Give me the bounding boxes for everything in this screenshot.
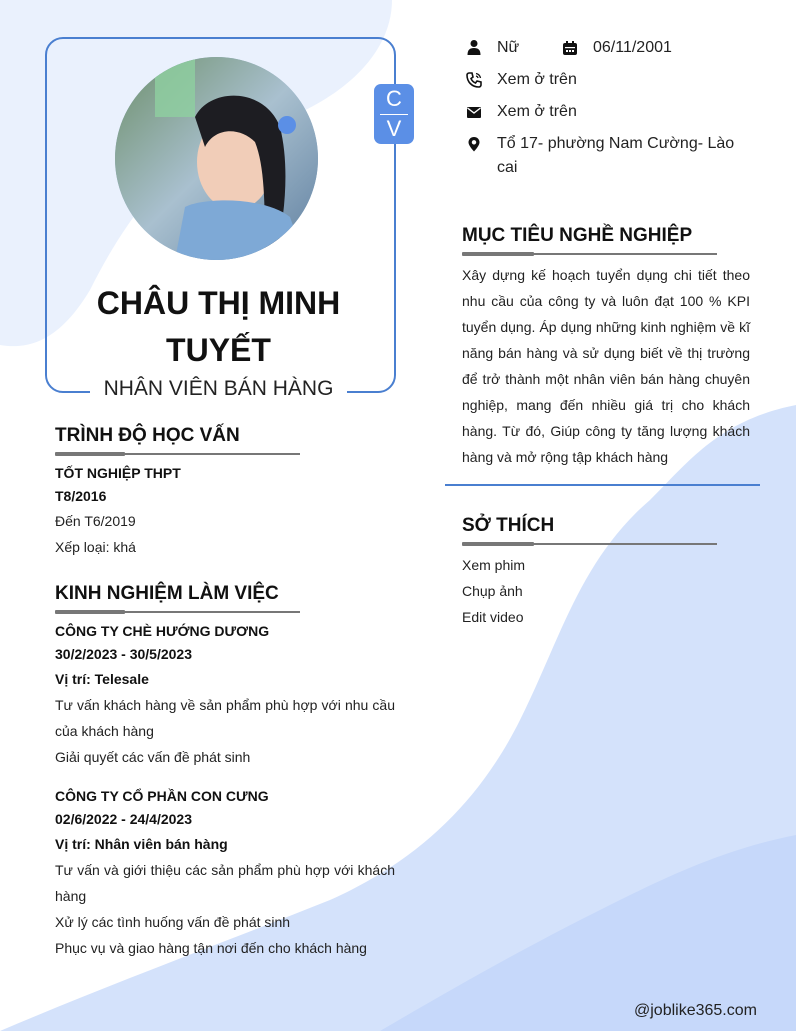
hobby-item: Xem phim (462, 557, 526, 573)
education-degree: TỐT NGHIỆP THPT (55, 465, 181, 481)
section-divider (445, 484, 760, 486)
objective-text (462, 262, 750, 470)
objective-line: hàng và mở rộng tập khách hàng (462, 449, 669, 465)
hobbies-underline-accent (462, 542, 534, 546)
job2-company: CÔNG TY CỔ PHẦN CON CƯNG (55, 788, 269, 804)
candidate-name-line2: TUYẾT (166, 332, 271, 368)
job-title: NHÂN VIÊN BÁN HÀNG (90, 377, 347, 401)
job1-duty1-line1: Tư vấn khách hàng về sản phẩm phù hợp với nhu cầu (55, 697, 395, 713)
address-line1: Tổ 17- phường Nam Cường- Lào (497, 135, 735, 152)
job1-duty1-line2: của khách hàng (55, 723, 154, 739)
objective-underline-accent (462, 252, 534, 256)
objective-title: MỤC TIÊU NGHỀ NGHIỆP (462, 225, 693, 246)
location-icon (466, 136, 482, 152)
birthday-value: 06/11/2001 (593, 39, 672, 56)
profile-photo-image (115, 57, 318, 260)
email-value: Xem ở trên (497, 103, 577, 120)
job1-duty2: Giải quyết các vấn đề phát sinh (55, 749, 251, 765)
objective-line: nghiệp, mang đến nhiều giá trị cho khách (462, 397, 750, 413)
hobby-item: Edit video (462, 609, 524, 625)
cv-badge-top: C (386, 86, 402, 111)
gender-value: Nữ (497, 39, 520, 56)
footer-watermark: @joblike365.com (634, 1002, 757, 1019)
hobby-item: Chụp ảnh (462, 583, 523, 599)
education-end: Đến T6/2019 (55, 513, 136, 529)
job1-period: 30/2/2023 - 30/5/2023 (55, 646, 193, 662)
experience-underline-accent (55, 610, 125, 614)
phone-value: Xem ở trên (497, 71, 577, 88)
profile-photo (115, 57, 318, 260)
education-grade: Xếp loại: khá (55, 539, 136, 555)
job2-duty1-line2: hàng (55, 888, 87, 904)
objective-line: Xây dựng kế hoạch tuyển dụng chi tiết theo (462, 267, 750, 283)
person-icon (466, 39, 482, 55)
job2-duty2: Xử lý các tình huống vấn đề phát sinh (55, 914, 291, 930)
cv-badge (374, 84, 414, 144)
hobbies-title: SỞ THÍCH (462, 515, 555, 536)
objective-line: tuyển dụng. Áp dụng những kinh nghiệm về kĩ (462, 319, 750, 335)
calendar-icon (562, 40, 578, 56)
candidate-name (60, 280, 377, 374)
candidate-name-line1: CHÂU THỊ MINH (96, 285, 341, 321)
education-start: T8/2016 (55, 488, 107, 504)
objective-line: hàng. Từ đó, Giúp công ty tăng lượng khách (462, 423, 750, 439)
objective-line: năng bán hàng và sử dụng biết về thị trường (462, 345, 750, 361)
phone-icon (466, 72, 482, 88)
education-title: TRÌNH ĐỘ HỌC VẤN (55, 425, 240, 446)
job2-duty1-line1: Tư vấn và giới thiệu các sản phẩm phù hợp với khách (55, 862, 395, 878)
job2-duty3: Phục vụ và giao hàng tận nơi đến cho khách hàng (55, 940, 367, 956)
mail-icon (466, 104, 482, 120)
education-underline-accent (55, 452, 125, 456)
objective-line: để trở thành một nhân viên bán hàng chuyên (462, 371, 750, 387)
job1-company: CÔNG TY CHÈ HƯỚNG DƯƠNG (55, 623, 270, 639)
experience-title: KINH NGHIỆM LÀM VIỆC (55, 583, 279, 604)
job2-position: Vị trí: Nhân viên bán hàng (55, 836, 228, 852)
objective-line: nhu cầu của công ty và luôn đạt 100 % KPI (462, 293, 750, 309)
job2-period: 02/6/2022 - 24/4/2023 (55, 811, 193, 827)
job1-position: Vị trí: Telesale (55, 671, 149, 687)
address-line2: cai (497, 159, 518, 176)
cv-badge-bottom: V (386, 116, 402, 141)
